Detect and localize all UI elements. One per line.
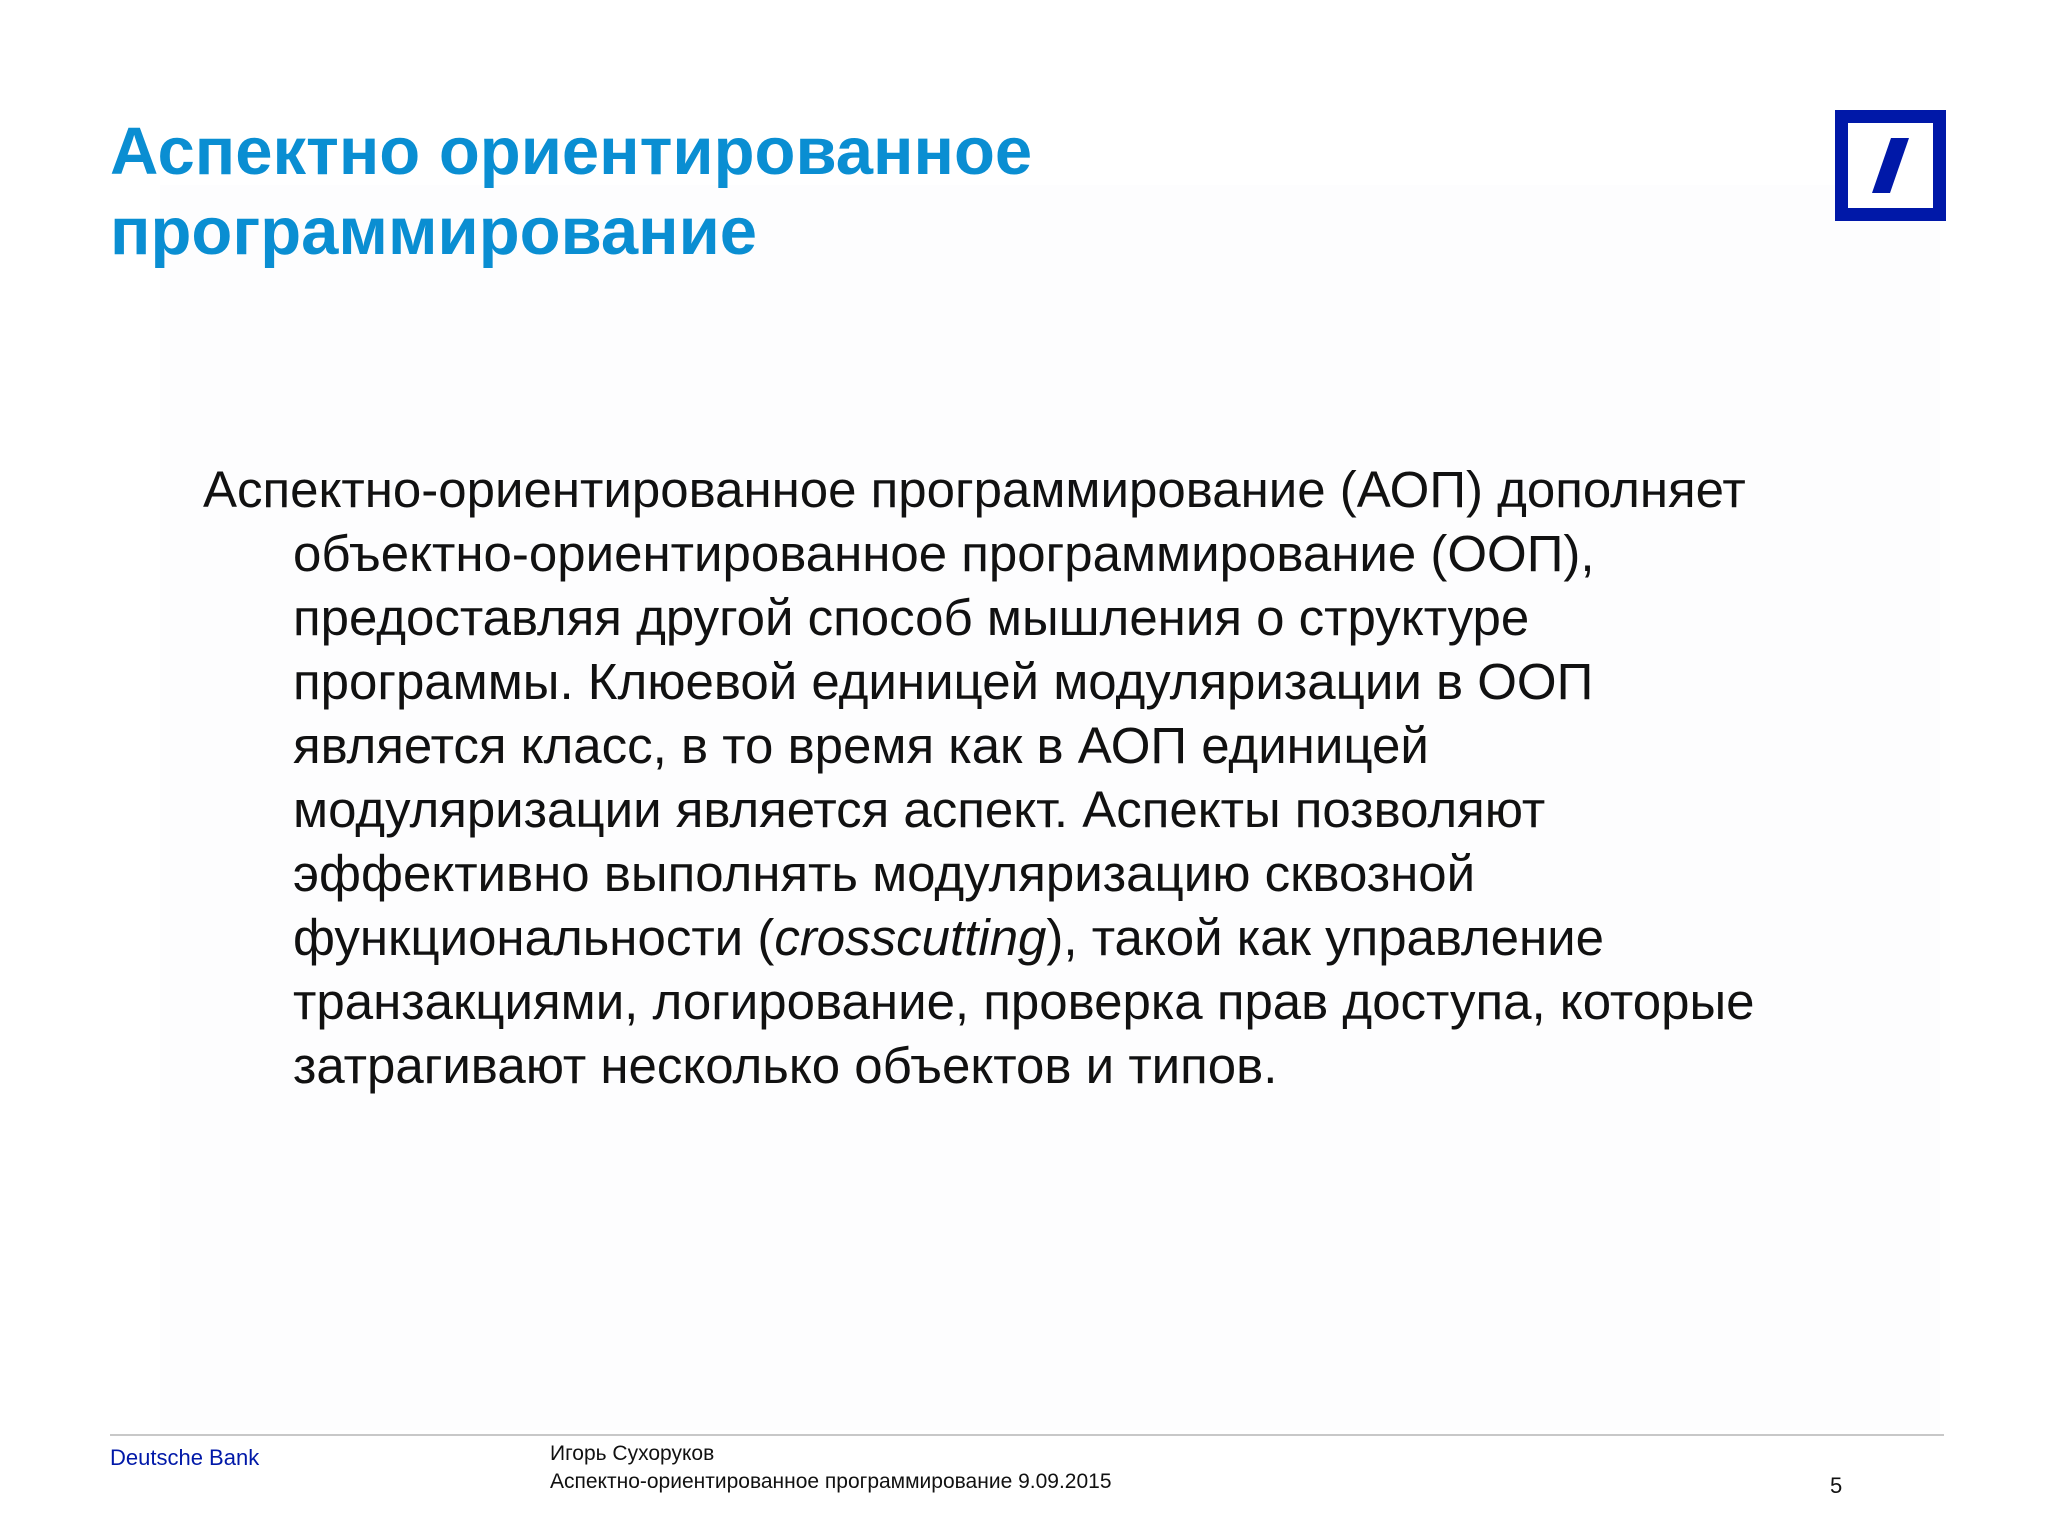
body-line-8-end: ), такой как управление	[1046, 909, 1604, 966]
body-line-3: предоставляя другой способ мышления о структуре	[293, 589, 1530, 646]
body-line-7: эффективно выполнять модуляризацию сквозной	[293, 845, 1476, 902]
slide-title-line-2: программирование	[110, 194, 758, 269]
body-line-9: транзакциями, логирование, проверка прав доступа, которые	[293, 973, 1755, 1030]
footer-divider	[110, 1434, 1944, 1436]
body-line-10: затрагивают несколько объектов и типов.	[293, 1037, 1278, 1094]
footer-subtitle: Аспектно-ориентированное программирование 9.09.2015	[550, 1470, 1112, 1493]
body-paragraph	[203, 458, 1943, 1098]
body-line-5: является класс, в то время как в АОП единицей	[293, 717, 1429, 774]
footer-brand: Deutsche Bank	[110, 1445, 260, 1470]
body-line-2: объектно-ориентированное программирование (ООП),	[293, 525, 1595, 582]
body-line-8	[203, 906, 1943, 970]
slash-icon	[1848, 123, 1933, 208]
deutsche-bank-logo-icon	[1835, 110, 1946, 221]
body-line-6: модуляризации является аспект. Аспекты позволяют	[293, 781, 1546, 838]
slide-title-line-1: Аспектно ориентированное	[110, 114, 1033, 189]
crosscutting-term: crosscutting	[774, 909, 1047, 966]
body-line-4: программы. Клюевой единицей модуляризации в ООП	[293, 653, 1594, 710]
footer-meta	[550, 1440, 1112, 1496]
slide-title	[110, 112, 1610, 272]
footer-author: Игорь Сухоруков	[550, 1442, 715, 1465]
page-number: 5	[1830, 1473, 1843, 1498]
body-line-1: Аспектно-ориентированное программирование (АОП) дополняет	[203, 461, 1746, 518]
body-line-8-start: функциональности (	[293, 909, 775, 966]
